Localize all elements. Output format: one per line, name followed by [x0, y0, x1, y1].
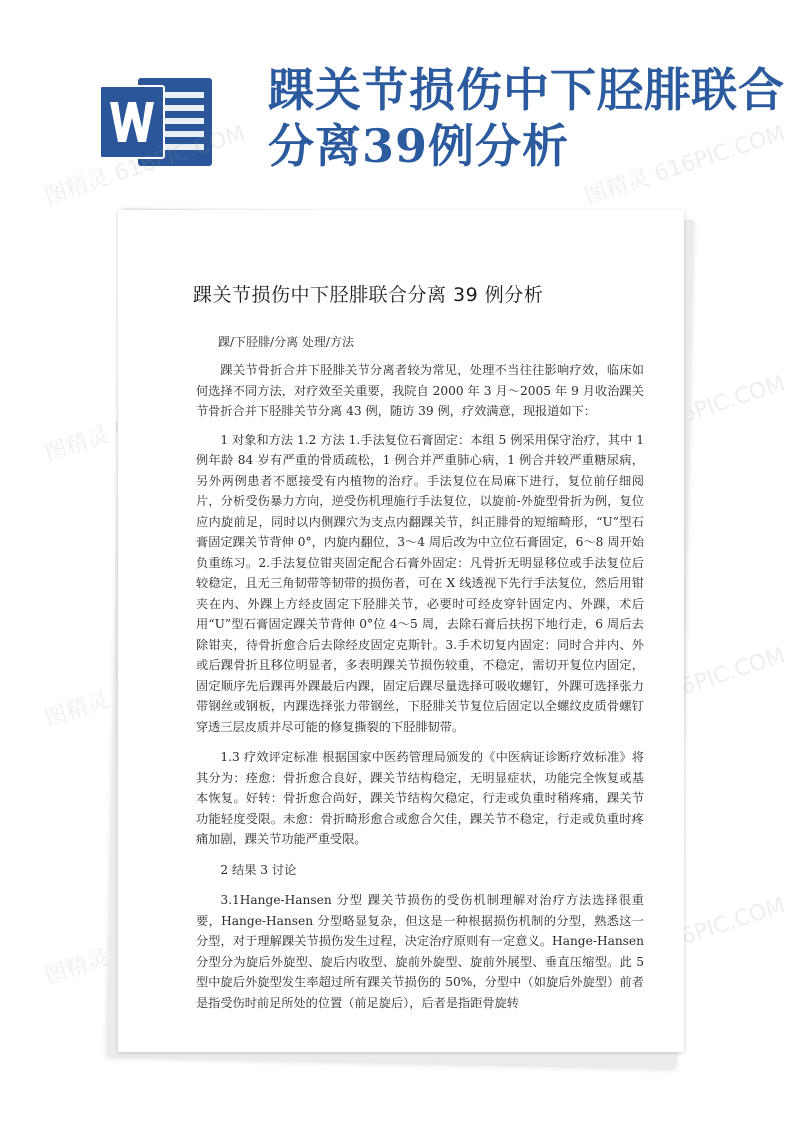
watermark: 图精灵: [41, 945, 113, 990]
word-icon: [100, 72, 215, 172]
watermark: 图精灵 616PIC.COM: [581, 893, 789, 982]
paragraph-discussion: 3.1Hange-Hansen 分型 踝关节损伤的受伤机制理解对治疗方法选择很重要，Hange-Hansen 分型略显复杂，但这是一种根据损伤机制的分型，熟悉这一分型，对于理解踝关节损伤发生过程，决定治疗原则有一定意义。Hange-Hansen 分型分为旋后外旋型、旋后内收型、旋前外旋型、旋前外展型、垂直压缩型。此 5 型中旋后外旋型发生率超过所有踝关节损伤的 50%，分型中（如旋后外旋型）前者是指受伤时前足所处的位置（前足旋后），后者是指距骨旋转: [196, 893, 644, 1010]
paragraph-intro: 踝关节骨折合并下胫腓关节分离者较为常见，处理不当往往影响疗效，临床如何选择不同方法，对疗效至关重要，我院自 2000 年 3 月～2005 年 9 月收治踝关节骨折合并下胫腓关节分离 43 例，随访 39 例，疗效满意，现报道如下：: [196, 363, 644, 418]
keywords: 踝/下胫腓/分离 处理/方法: [218, 335, 354, 349]
banner-title: 踝关节损伤中下胫腓联合分离39例分析: [268, 63, 785, 173]
watermark: 616PIC.COM: [651, 371, 789, 437]
watermark: 图精灵 616PIC.COM: [581, 643, 789, 732]
watermark: 图精灵: [41, 422, 113, 467]
paragraph-methods: 1 对象和方法 1.2 方法 1.手法复位石膏固定：本组 5 例采用保守治疗，其中 1 例年龄 84 岁有严重的骨质疏松，1 例合并严重肺心病，1 例合并较严重糖尿病，另外两例患者不愿接受有内植物的治疗。手法复位在局麻下进行，复位前仔细阅片，分析受伤暴力方向，逆受伤机理施行手法复位，以旋前-外旋型骨折为例，复位应内旋前足，同时以内侧踝穴为支点内翻踝关节，纠正腓骨的短缩畸形，“U”型石膏固定踝关节背伸 0°，内旋内翻位，3～4 周后改为中立位石膏固定，6～8 周开始负重练习。2.手法复位钳夹固定配合石膏外固定：凡骨折无明显移位或手法复位后较稳定，且无三角韧带等韧带的损伤者，可在 X 线透视下先行手法复位，然后用钳夹在内、外踝上方经皮固定下胫腓关节，必要时可经皮穿针固定内、外踝，术后用“U”型石膏固定踝关节背伸 0°位 4～5 周，去除石膏后扶拐下地行走，6 周后去除钳夹，待骨折愈合后去除经皮固定克斯针。3.手术切复内固定：同时合并内、外或后踝骨折且移位明显者，多表明踝关节损伤较重，不稳定，需切开复位内固定，固定顺序先后踝再外踝最后内踝，固定后踝尽量选择可吸收螺钉，外踝可选择张力带钢丝或钢板，内踝选择张力带钢丝，下胫腓关节复位后固定以全螺纹皮质骨螺钉穿透三层皮质并尽可能的修复撕裂的下胫腓韧带。: [196, 432, 644, 734]
document-body: [196, 360, 644, 1021]
document-page: [118, 210, 684, 1052]
document-title: 踝关节损伤中下胫腓联合分离 39 例分析: [193, 284, 544, 306]
paragraph-headings: 2 结果 3 讨论: [220, 862, 297, 877]
watermark: 图精灵: [41, 687, 113, 732]
paragraph-criteria: 1.3 疗效评定标准 根据国家中医药管理局颁发的《中医病证诊断疗效标准》将其分为：痊愈：骨折愈合良好，踝关节结构稳定，无明显症状，功能完全恢复或基本恢复。好转：骨折愈合尚好，踝关节结构欠稳定，行走或负重时稍疼痛，踝关节功能轻度受限。未愈：骨折畸形愈合或愈合欠佳，踝关节不稳定，行走或负重时疼痛加剧，踝关节功能严重受限。: [196, 750, 644, 846]
header-banner: [0, 0, 800, 215]
